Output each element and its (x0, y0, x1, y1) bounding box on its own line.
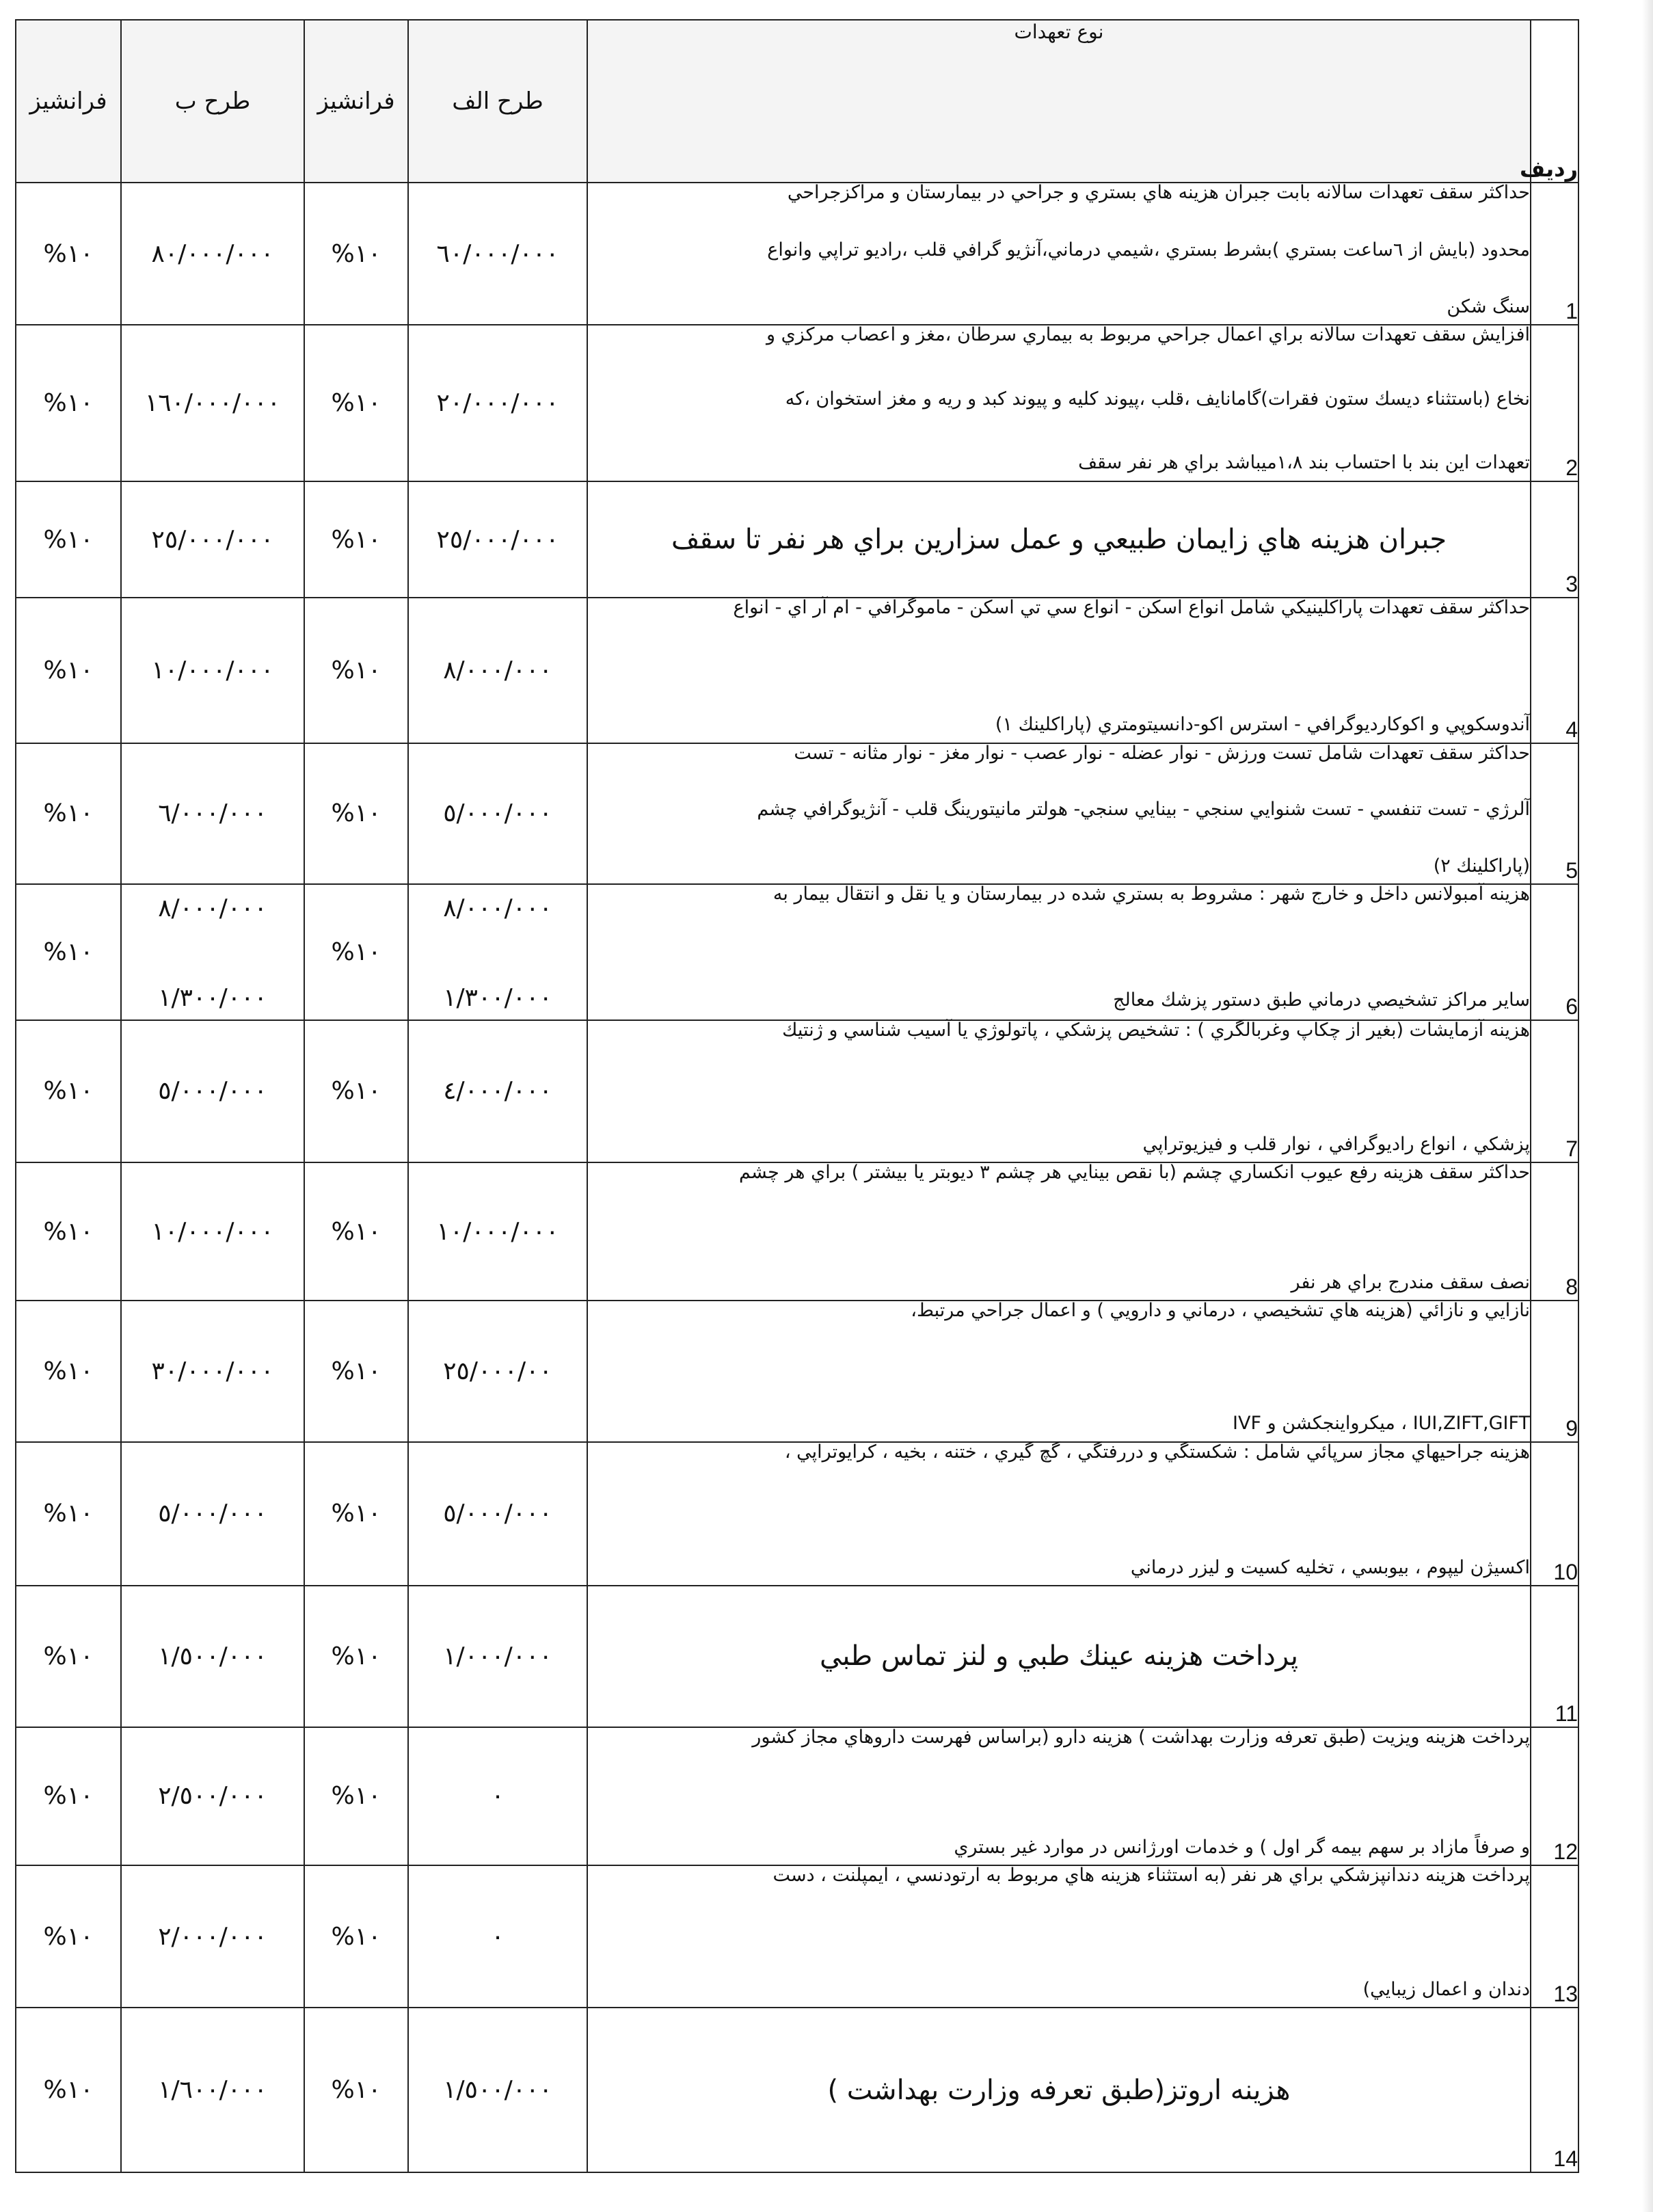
franchise-a-percent: %١٠ (304, 1301, 408, 1441)
row-number: 4 (1531, 598, 1578, 743)
description-line: دندان و اعمال زيبايي) (1362, 1979, 1530, 2000)
franchise-a-percent: %١٠ (304, 2008, 408, 2172)
commitment-description (587, 1301, 1531, 1441)
table-row (16, 481, 1578, 598)
franchise-a-percent: %١٠ (304, 1865, 408, 2008)
commitment-description (587, 1020, 1531, 1162)
franchise-a-percent: %١٠ (304, 325, 408, 481)
plan-b-amount: ٢/٠٠٠/٠٠٠ (121, 1865, 304, 2008)
plan-a-amount: ٢٥/٠٠٠/٠٠ (408, 1301, 587, 1441)
header-row (16, 20, 1578, 183)
franchise-b-percent: %١٠ (16, 1162, 121, 1301)
plan-a-amount: ١٠/٠٠٠/٠٠٠ (408, 1162, 587, 1301)
row-number: 6 (1531, 884, 1578, 1020)
table-row (16, 1865, 1578, 2008)
description-line: و صرفاً مازاد بر سهم بيمه گر اول ) و خدمات اورژانس در موارد غير بستري (954, 1836, 1530, 1858)
commitment-description (587, 2008, 1531, 2172)
table-row (16, 1442, 1578, 1586)
franchise-a-percent: %١٠ (304, 743, 408, 884)
plan-b-amount: ١/٦٠٠/٠٠٠ (121, 2008, 304, 2172)
commitment-description (587, 481, 1531, 598)
description-line: هزينه آمبولانس داخل و خارج شهر : مشروط به بستري شده در بيمارستان و يا نقل و انتقال بيمار به (772, 883, 1530, 905)
coverage-table (15, 19, 1579, 2173)
description-line: هزينه جراحيهاي مجاز سرپائي شامل : شکستگي و دررفتگي ، گچ گيري ، ختنه ، بخيه ، کرايوتراپي ، (784, 1441, 1530, 1463)
description-line: جبران هزينه هاي زايمان طبيعي و عمل سزارين براي هر نفر تا سقف (671, 524, 1447, 556)
plan-b-amount: ٥/٠٠٠/٠٠٠ (121, 1442, 304, 1586)
description-line: هزينه اروتز(طبق تعرفه وزارت بهداشت ) (827, 2074, 1291, 2106)
row-number: 11 (1531, 1586, 1578, 1727)
franchise-b-percent: %١٠ (16, 2008, 121, 2172)
row-number: 7 (1531, 1020, 1578, 1162)
plan-b-amount: ٦/٠٠٠/٠٠٠ (121, 743, 304, 884)
header-franchise-b: فرانشیز (16, 20, 121, 183)
header-commitment-type: نوع تعهدات (587, 20, 1531, 183)
row-number: 10 (1531, 1442, 1578, 1586)
franchise-b-percent: %١٠ (16, 183, 121, 325)
description-line: حداکثر سقف هزينه رفع عيوب انکساري چشم (با نقص بينايي هر چشم ٣ ديوبتر يا بيشتر ) براي هر چشم (739, 1161, 1530, 1183)
franchise-b-percent: %١٠ (16, 1727, 121, 1865)
franchise-b-percent: %١٠ (16, 884, 121, 1020)
description-line: IUI,ZIFT,GIFT ، ميکرواينجکشن و IVF (1233, 1413, 1530, 1435)
table-row (16, 1727, 1578, 1865)
plan-a-amount-line: ٨/٠٠٠/٠٠٠ (443, 894, 552, 923)
plan-b-amount: ١٠/٠٠٠/٠٠٠ (121, 1162, 304, 1301)
coverage-sheet (15, 19, 1578, 2173)
plan-b-amount: ٢٥/٠٠٠/٠٠٠ (121, 481, 304, 598)
plan-a-amount: ٨/٠٠٠/٠٠٠ (408, 598, 587, 743)
row-number: 1 (1531, 183, 1578, 325)
table-row (16, 1020, 1578, 1162)
plan-a-amount-line: ١/٣٠٠/٠٠٠ (443, 984, 552, 1013)
plan-a-amount: ٦٠/٠٠٠/٠٠٠ (408, 183, 587, 325)
description-line: حداکثر سقف تعهدات سالانه بابت جبران هزینه هاي بستري و جراحي در بيمارستان و مراکزجراحي (787, 182, 1530, 203)
header-franchise-a: فرانشیز (304, 20, 408, 183)
description-line: (پاراکلينك ٢) (1433, 855, 1530, 877)
scan-edge-shadow (1642, 0, 1653, 2212)
plan-b-amount-line: ٨/٠٠٠/٠٠٠ (158, 894, 267, 923)
franchise-b-percent: %١٠ (16, 1586, 121, 1727)
description-line: محدود (بايش از ٦ساعت بستري )بشرط بستري ،شيمي درماني،آنژيو گرافي قلب ،راديو تراپي وانواع (767, 239, 1530, 261)
franchise-a-percent: %١٠ (304, 884, 408, 1020)
table-row (16, 884, 1578, 1020)
row-number: 2 (1531, 325, 1578, 481)
header-row-number: ردیف (1531, 20, 1578, 183)
plan-a-amount: ١/٠٠٠/٠٠٠ (408, 1586, 587, 1727)
commitment-description (587, 1586, 1531, 1727)
plan-b-amount: ٣٠/٠٠٠/٠٠٠ (121, 1301, 304, 1441)
plan-b-amount: ٢/٥٠٠/٠٠٠ (121, 1727, 304, 1865)
table-row (16, 743, 1578, 884)
franchise-b-percent: %١٠ (16, 1442, 121, 1586)
commitment-description (587, 598, 1531, 743)
franchise-a-percent: %١٠ (304, 481, 408, 598)
commitment-description (587, 183, 1531, 325)
table-row (16, 598, 1578, 743)
plan-b-amount-line: ١/٣٠٠/٠٠٠ (158, 984, 267, 1013)
commitment-description (587, 884, 1531, 1020)
plan-a-amount: ١/٥٠٠/٠٠٠ (408, 2008, 587, 2172)
plan-a-amount: ٥/٠٠٠/٠٠٠ (408, 1442, 587, 1586)
franchise-b-percent: %١٠ (16, 1865, 121, 2008)
plan-b-amount: ٥/٠٠٠/٠٠٠ (121, 1020, 304, 1162)
description-line: هزينه آزمايشات (بغير از چکاپ وغربالگري ) : تشخيص پزشکي ، پاتولوژي يا آسيب شناسي و ژنتيك (782, 1019, 1530, 1041)
header-plan-b: طرح ب (121, 20, 304, 183)
franchise-a-percent: %١٠ (304, 1162, 408, 1301)
plan-b-amount: ١٠/٠٠٠/٠٠٠ (121, 598, 304, 743)
table-row (16, 183, 1578, 325)
franchise-b-percent: %١٠ (16, 325, 121, 481)
row-number: 12 (1531, 1727, 1578, 1865)
row-number: 8 (1531, 1162, 1578, 1301)
description-line: نخاع (باستثناء ديسك ستون فقرات)گامانايف ،قلب ،پيوند کليه و پيوند کبد و ريه و مغز استخوان ،که (785, 388, 1530, 410)
description-line: آلرژي - تست تنفسي - تست شنوايي سنجي - بينايي سنجي- هولتر مانيتورينگ قلب - آنژيوگرافي چشم (757, 799, 1530, 821)
plan-b-amount: ٨٠/٠٠٠/٠٠٠ (121, 183, 304, 325)
row-number: 14 (1531, 2008, 1578, 2172)
franchise-a-percent: %١٠ (304, 1442, 408, 1586)
commitment-description (587, 1865, 1531, 2008)
row-number: 13 (1531, 1865, 1578, 2008)
description-line: نصف سقف مندرج براي هر نفر (1291, 1271, 1530, 1293)
plan-a-amount (408, 884, 587, 1020)
description-line: حداکثر سقف تعهدات پاراکلينيکي شامل انواع اسکن - انواع سي تي اسکن - ماموگرافي - ام آر اي - انواع (733, 597, 1530, 619)
description-line: پزشکي ، انواع راديوگرافي ، نوار قلب و فيزيوتراپي (1142, 1133, 1530, 1155)
description-line: افزايش سقف تعهدات سالانه براي اعمال جراحي مربوط به بيماري سرطان ،مغز و اعصاب مرکزي و (766, 324, 1530, 346)
plan-a-amount: ٠ (408, 1727, 587, 1865)
commitment-description (587, 1727, 1531, 1865)
table-row (16, 2008, 1578, 2172)
franchise-b-percent: %١٠ (16, 743, 121, 884)
plan-b-amount (121, 884, 304, 1020)
commitment-description (587, 743, 1531, 884)
commitment-description (587, 1442, 1531, 1586)
description-line: تعهدات اين بند با احتساب بند ١،٨ميباشد براي هر نفر سقف (1078, 452, 1530, 474)
description-line: آندوسکوپي و اکوکارديوگرافي - استرس اکو-دانسيتومتري (پاراکلينك ١) (995, 714, 1530, 736)
description-line: پرداخت هزينه عينك طبي و لنز تماس طبي (819, 1640, 1299, 1673)
row-number: 3 (1531, 481, 1578, 598)
plan-a-amount: ٢٥/٠٠٠/٠٠٠ (408, 481, 587, 598)
franchise-a-percent: %١٠ (304, 1020, 408, 1162)
description-line: نازايي و نازائي (هزينه هاي تشخيصي ، درماني و دارويي ) و اعمال جراحي مرتبط، (911, 1300, 1530, 1322)
plan-b-amount: ١٦٠/٠٠٠/٠٠٠ (121, 325, 304, 481)
row-number: 5 (1531, 743, 1578, 884)
plan-a-amount: ٤/٠٠٠/٠٠٠ (408, 1020, 587, 1162)
commitment-description (587, 325, 1531, 481)
franchise-b-percent: %١٠ (16, 1020, 121, 1162)
franchise-b-percent: %١٠ (16, 598, 121, 743)
franchise-a-percent: %١٠ (304, 183, 408, 325)
table-row (16, 1586, 1578, 1727)
commitment-description (587, 1162, 1531, 1301)
franchise-a-percent: %١٠ (304, 598, 408, 743)
franchise-a-percent: %١٠ (304, 1727, 408, 1865)
table-row (16, 1162, 1578, 1301)
plan-a-amount: ٢٠/٠٠٠/٠٠٠ (408, 325, 587, 481)
row-number: 9 (1531, 1301, 1578, 1441)
plan-a-amount: ٠ (408, 1865, 587, 2008)
franchise-b-percent: %١٠ (16, 1301, 121, 1441)
description-line: سنگ شکن (1447, 296, 1530, 317)
description-line: پرداخت هزينه ويزيت (طبق تعرفه وزارت بهداشت ) هزينه دارو (براساس فهرست داروهاي مجاز کشور (752, 1726, 1530, 1748)
description-line: پرداخت هزينه دندانپزشکي براي هر نفر (به استثناء هزينه هاي مربوط به ارتودنسي ، ايمپلنت ، دست (772, 1865, 1530, 1886)
description-line: حداکثر سقف تعهدات شامل تست ورزش - نوار عضله - نوار عصب - نوار مغز - نوار مثانه - تست (794, 742, 1530, 764)
description-line: ساير مراکز تشخيصي درماني طبق دستور پزشك معالج (1113, 989, 1530, 1011)
description-line: اکسيژن ليپوم ، بيوبسي ، تخليه کسيت و ليزر درماني (1130, 1556, 1530, 1578)
plan-b-amount: ١/٥٠٠/٠٠٠ (121, 1586, 304, 1727)
franchise-b-percent: %١٠ (16, 481, 121, 598)
franchise-a-percent: %١٠ (304, 1586, 408, 1727)
table-row (16, 1301, 1578, 1441)
plan-a-amount: ٥/٠٠٠/٠٠٠ (408, 743, 587, 884)
header-plan-a: طرح الف (408, 20, 587, 183)
table-row (16, 325, 1578, 481)
